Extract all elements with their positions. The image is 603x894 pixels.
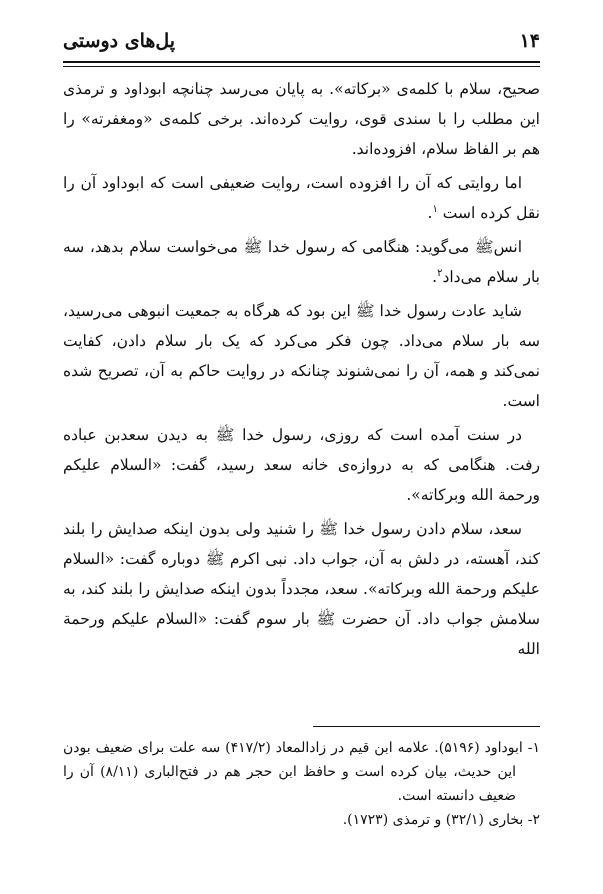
paragraph-1: صحیح، سلام با کلمه‌ی «برکاته». به پایان می‌رسد چنانچه ابوداود و ترمذی این مطلب را با سندی قوی، روایت کرده‌اند. برخی کلمه‌ی «ومغفرته» را هم بر الفاظ سلام، افزوده‌اند. [63, 80, 540, 158]
footnote-1: ۱- ابوداود (۵۱۹۶). علامه ابن قیم در زادالمعاد (۴۱۷/۲) سه علت برای ضعیف بودن این حدیث، بیان کرده است و حافظ ابن حجر هم در فتح‌الباری (۸/۱۱) آن را ضعیف دانسته است. [63, 740, 541, 804]
paragraph-3-text: انس‌ﷺ می‌گوید: هنگامی که رسول خدا ﷺ می‌خواست سلام بدهد، سه بار سلام می‌داد [63, 238, 540, 286]
page-header [63, 30, 540, 58]
footnote-ref-1: ۱ [432, 203, 438, 215]
paragraph-4: شاید عادت رسول خدا ﷺ این بود که هرگاه به جمعیت انبوهی می‌رسید، سه بار سلام می‌داد. چون فکر می‌کرد که یک بار سلام دادن، کفایت نمی‌کند و همه، آن را نمی‌شنوند چنانکه در روایت حاکم به آن، تصریح شده است. [63, 302, 540, 410]
footnotes [63, 736, 540, 832]
footnote-2: ۲- بخاری (۳۲/۱) و ترمذی (۱۷۲۳). [342, 812, 540, 828]
footnote-ref-2: ۲ [437, 267, 443, 279]
header-rule-thin [63, 66, 540, 67]
paragraph-2-text: اما روایتی که آن را افزوده است، روایت ضعیفی است که ابوداود آن را نقل کرده است [63, 174, 540, 222]
paragraph-6: سعد، سلام دادن رسول خدا ﷺ را شنید ولی بدون اینکه صدایش را بلند کند، آهسته، در دلش به آن، جواب داد. نبی اکرم ﷺ دوباره گفت: «السلام علیکم ورحمة الله وبرکاته». سعد، مجدداً بدون اینکه صدایش را بلند کند، به سلامش جواب داد. آن حضرت ﷺ بار سوم گفت: «السلام علیکم ورحمة الله [63, 520, 540, 658]
paragraph-3: انس‌ﷺ می‌گوید: هنگامی که رسول خدا ﷺ می‌خواست سلام بدهد، سه بار سلام می‌داد$^۲$. [63, 238, 540, 286]
paragraph-2: اما روایتی که آن را افزوده است، روایت ضعیفی است که ابوداود آن را نقل کرده است $^۱$. [63, 174, 540, 222]
body-text [63, 74, 540, 668]
page-number: ۱۴ [519, 30, 540, 52]
footnote-separator [313, 726, 540, 727]
paragraph-5: در سنت آمده است که روزی، رسول خدا ﷺ به دیدن سعدبن عباده رفت. هنگامی که به دروازه‌ی خانه سعد رسید، گفت: «السلام علیکم ورحمة الله وبرکاته». [63, 426, 540, 504]
header-rule-thick [63, 61, 540, 63]
running-title: پل‌های دوستی [63, 30, 176, 52]
